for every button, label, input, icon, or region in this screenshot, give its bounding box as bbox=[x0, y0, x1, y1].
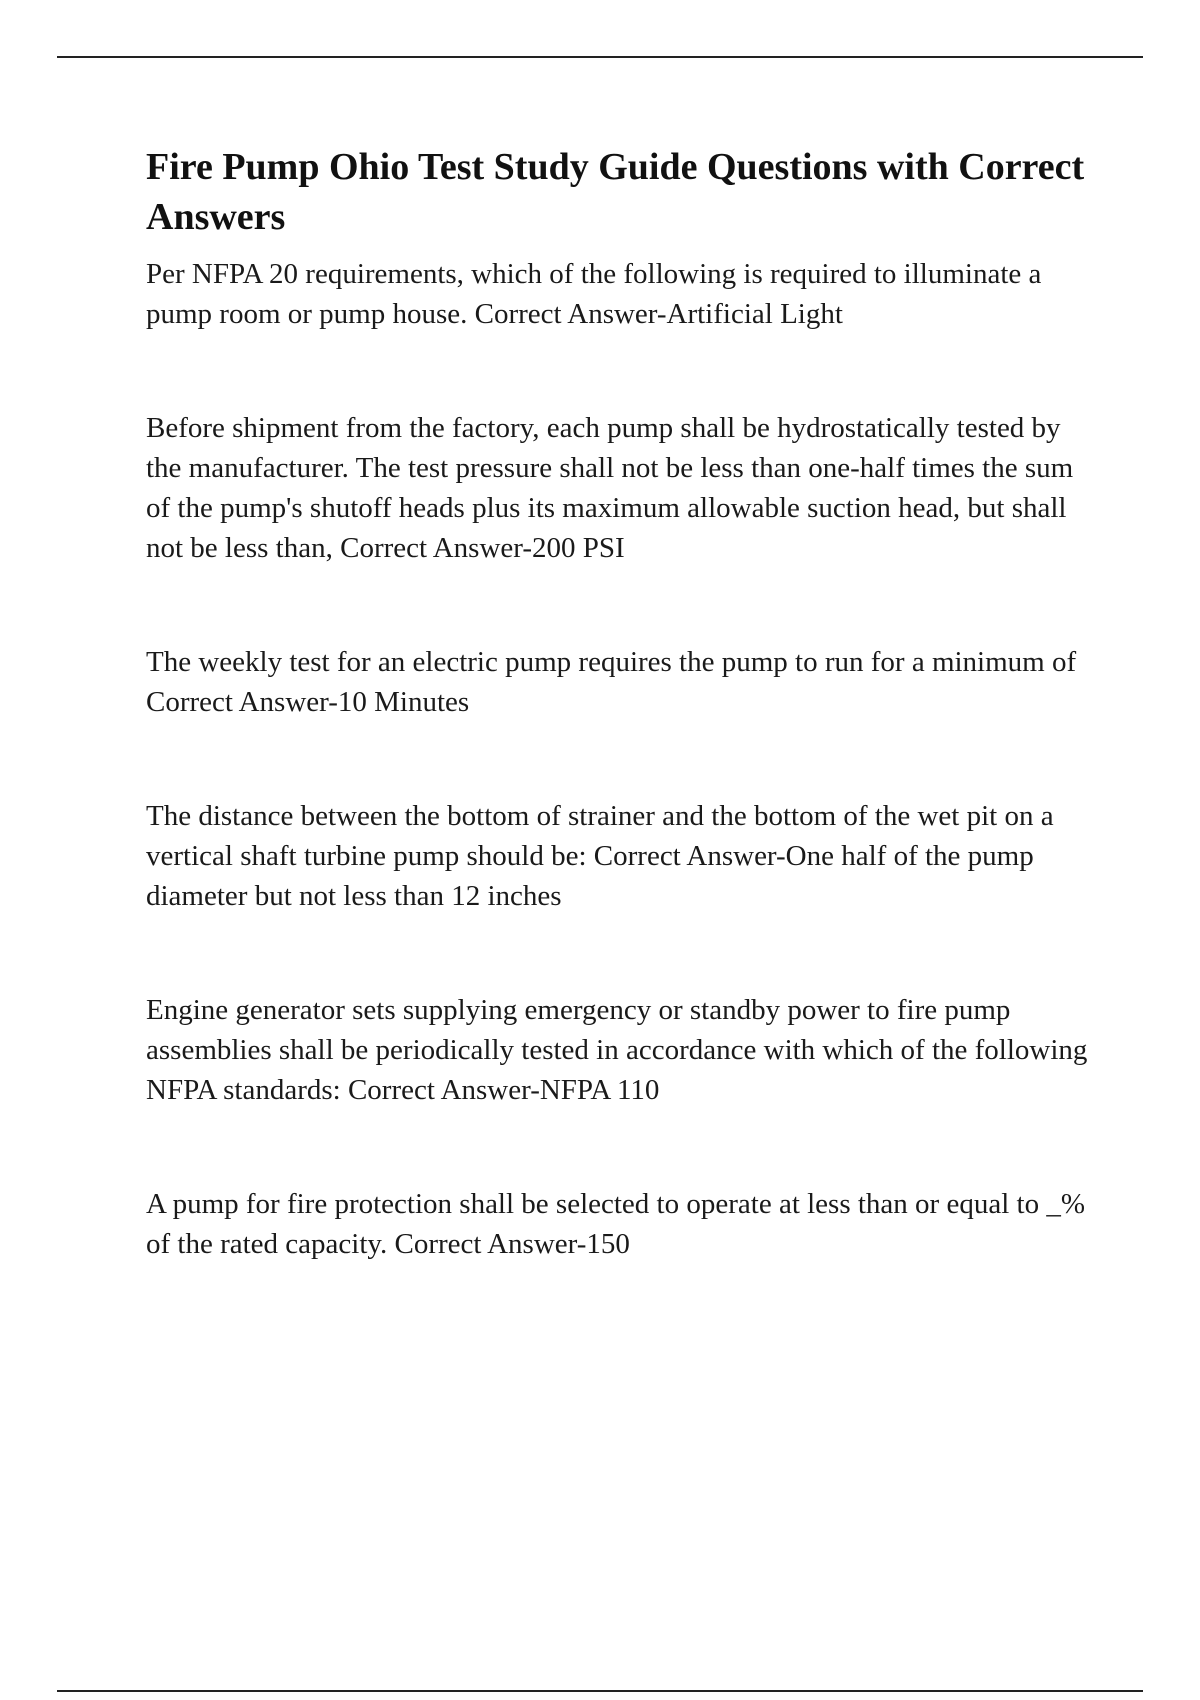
document-body bbox=[146, 142, 1091, 1264]
qa-item: Engine generator sets supplying emergency or standby power to fire pump assemblies shall be periodically tested in accordance with which of the following NFPA standards: Correct Answer-NFPA 110 bbox=[146, 994, 1088, 1106]
document-title: Fire Pump Ohio Test Study Guide Questions with Correct Answers bbox=[146, 146, 1085, 238]
qa-item: The weekly test for an electric pump requires the pump to run for a minimum of Correct Answer-10 Minutes bbox=[146, 646, 1077, 718]
qa-item: A pump for fire protection shall be selected to operate at less than or equal to _% of the rated capacity. Correct Answer-150 bbox=[146, 1188, 1085, 1260]
qa-item: Before shipment from the factory, each pump shall be hydrostatically tested by the manufacturer. The test pressure shall not be less than one-half times the sum of the pump's shutoff heads plus its maximum allowable suction head, but shall not be less than, Correct Answer-200 PSI bbox=[146, 412, 1074, 564]
qa-item: The distance between the bottom of strainer and the bottom of the wet pit on a vertical shaft turbine pump should be: Correct Answer-One half of the pump diameter but not less than 12 inches bbox=[146, 800, 1054, 912]
top-divider bbox=[57, 56, 1143, 58]
qa-item: Per NFPA 20 requirements, which of the following is required to illuminate a pump room or pump house. Correct Answer-Artificial Light bbox=[146, 258, 1042, 330]
bottom-divider bbox=[57, 1690, 1143, 1692]
